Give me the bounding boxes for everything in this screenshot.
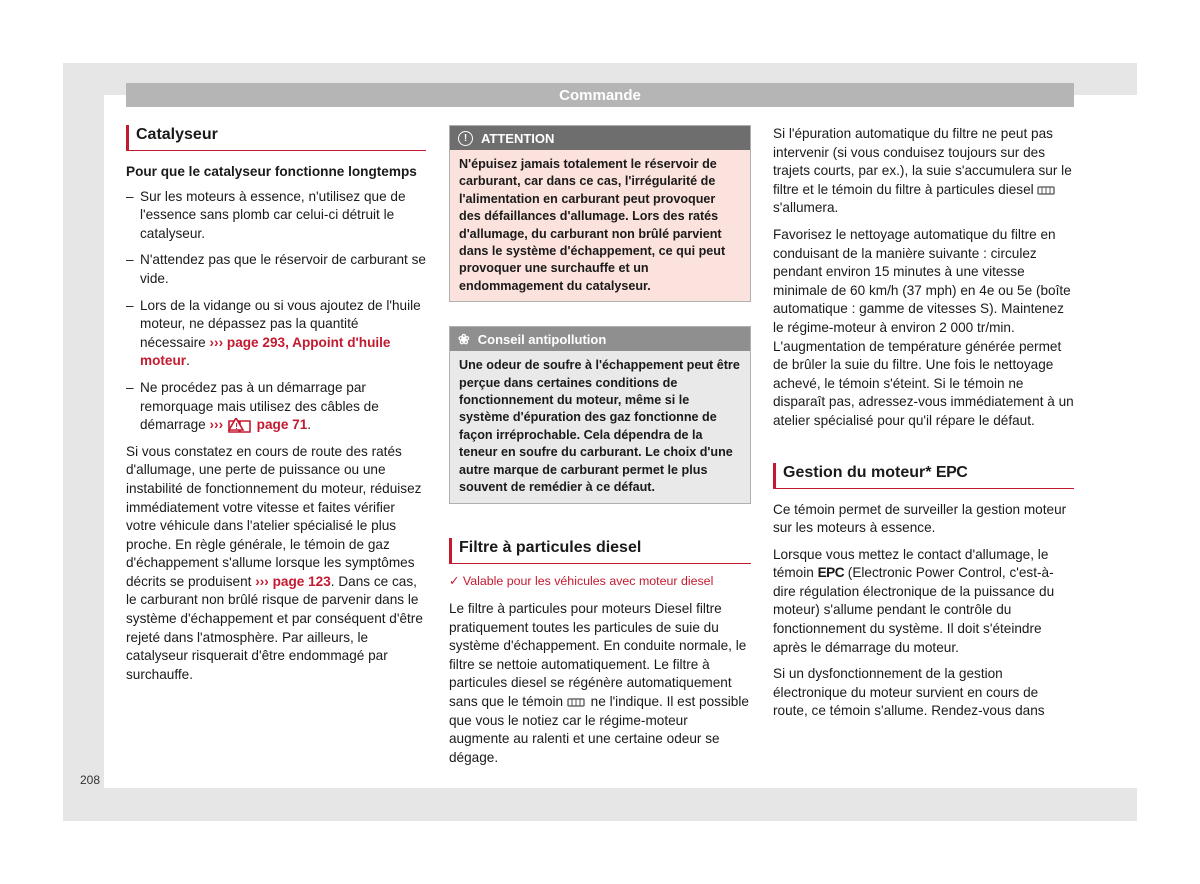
paragraph: Si un dysfonctionnement de la gestion électronique du moteur survient en cours de route, ce témoin s'allume. Rendez-vous dans	[773, 666, 1045, 719]
column-1	[126, 125, 426, 692]
conseil-header	[450, 327, 750, 351]
paragraph	[773, 546, 1074, 658]
cross-ref-arrows: ›››	[209, 334, 224, 350]
paragraph-text: Lorsque vous mettez le contact d'allumage, le témoin	[773, 546, 1049, 581]
paragraph: Ce témoin permet de surveiller la gestion moteur sur les moteurs à essence.	[773, 501, 1067, 536]
section-heading-filtre: Filtre à particules diesel	[449, 538, 751, 564]
section-heading-catalyseur: Catalyseur	[126, 125, 426, 151]
paragraph-text: Si vous constatez en cours de route des ratés d'allumage, une perte de puissance ou une instabilité de fonctionnement du moteur, réduisez immédiatement votre vitesse et faites vérifier votre véhicule dans l'atelier spécialisé le plus proche. En règle générale, le témoin de gaz d'échappement s'allume lorsque les symptômes décrits se produisent	[126, 443, 422, 589]
column-2	[449, 125, 751, 775]
flower-icon: ❀	[458, 331, 470, 348]
attention-box	[449, 125, 751, 302]
page-header-bar: Commande	[126, 83, 1074, 107]
conseil-body: Une odeur de soufre à l'échappement peut être perçue dans certaines conditions de fonctionnement du moteur, même si le système d'épuration des gaz fonctionne de façon irréprochable. Cela dépendra de la teneur en soufre du carburant. Le choix d'une autre marque de carburant permet le plus souvent de remédier à ce défaut.	[450, 351, 750, 502]
paragraph: Favorisez le nettoyage automatique du filtre en conduisant de la manière suivante : circulez pendant environ 15 minutes à une vitesse minimale de 60 km/h (37 mph) en 4e ou 5e (boîte automatique : gamme de vitesses S). Maintenez le régime-moteur à environ 2 000 tr/min. L'augmentation de température générée permet de brûler la suie du filtre. Une fois le nettoyage achevé, le témoin s'éteint. Si le témoin ne disparaît pas, adressez-vous immédiatement à un atelier spécialisé pour qu'il répare le défaut.	[773, 226, 1074, 428]
conseil-box	[449, 326, 751, 503]
item-text: Ne procédez pas à un démarrage par remorquage mais utilisez des câbles de démarrage	[140, 379, 379, 433]
item-text: .	[307, 417, 312, 433]
item-text: .	[186, 353, 190, 369]
section-heading-gestion	[773, 463, 1074, 489]
paragraph-text: Si l'épuration automatique du filtre ne peut pas intervenir (si vous conduisez toujours sur des trajets courts, par ex.), la suie s'accumulera sur le filtre et le témoin du filtre à particules diesel	[773, 126, 1072, 197]
subheading: Pour que le catalyseur fonctionne longtemps	[126, 164, 417, 179]
list-item	[126, 297, 426, 371]
warning-book-icon	[227, 418, 253, 434]
paragraph-text: ne l'indique. Il est possible que vous le notiez car le régime-moteur augmente au ralenti et une certaine odeur se dégage.	[449, 694, 749, 765]
cross-ref-arrows: ›››	[209, 417, 224, 433]
paragraph-text: (Electronic Power Control, c'est-à-dire régulation électronique de la puissance du moteur) s'allume pendant le contrôle du fonctionnement du système. Il doit s'éteindre après le démarrage du moteur.	[773, 565, 1055, 655]
column-3	[773, 125, 1074, 729]
list-item: – N'attendez pas que le réservoir de carburant se vide.	[126, 251, 426, 288]
validity-note	[449, 572, 751, 591]
diesel-filter-icon	[567, 697, 587, 708]
paragraph	[449, 600, 751, 767]
list-item: – Sur les moteurs à essence, n'utilisez que de l'essence sans plomb car celui-ci détruit le catalyseur.	[126, 188, 426, 244]
page-number: 208	[80, 773, 101, 787]
attention-header	[450, 126, 750, 150]
paragraph-text: Le filtre à particules pour moteurs Diesel filtre pratiquement toutes les particules de suie du système d'échappement. En conduite normale, le filtre se nettoie automatiquement. Le filtre à particules diesel se régénère automatiquement sans que le témoin	[449, 601, 747, 710]
diesel-filter-icon	[1037, 185, 1057, 196]
cross-ref-arrows: ›››	[255, 573, 269, 589]
conseil-title: Conseil antipollution	[477, 331, 607, 347]
cross-ref-link[interactable]: page 293, Appoint d'huile moteur	[140, 334, 391, 369]
epc-icon: EPC	[817, 565, 845, 581]
list-item	[126, 379, 426, 435]
item-text: Lors de la vidange ou si vous ajoutez de l'huile moteur, ne dépassez pas la quantité nécessaire	[140, 297, 421, 350]
check-icon: ✓	[449, 573, 460, 588]
paragraph-text: s'allumera.	[773, 200, 839, 216]
cross-ref-link[interactable]: page 71	[256, 417, 308, 433]
svg-text:!: !	[235, 421, 238, 431]
validity-text: Valable pour les véhicules avec moteur diesel	[462, 573, 714, 588]
paragraph	[126, 443, 426, 685]
attention-body: N'épuisez jamais totalement le réservoir de carburant, car dans ce cas, l'irrégularité de l'alimentation en carburant peut provoquer des défaillances d'allumage. Lors des ratés d'allumage, du carburant non brûlé parvient dans le système d'échappement, ce qui peut provoquer une surchauffe et un endommagement du catalyseur.	[450, 150, 750, 301]
epc-icon: EPC	[935, 463, 968, 481]
paragraph-text: . Dans ce cas, le carburant non brûlé risque de parvenir dans le système d'échappement et par conséquent d'être rejeté dans l'atmosphère. Par ailleurs, le catalyseur risquerait d'être endommagé par surchauffe.	[126, 573, 423, 682]
bullet-list	[126, 188, 426, 435]
exclamation-icon: !	[458, 131, 473, 146]
cross-ref-link[interactable]: page 123	[272, 573, 331, 589]
heading-text: Gestion du moteur*	[783, 463, 932, 481]
attention-title: ATTENTION	[481, 130, 555, 146]
paragraph	[773, 125, 1074, 218]
